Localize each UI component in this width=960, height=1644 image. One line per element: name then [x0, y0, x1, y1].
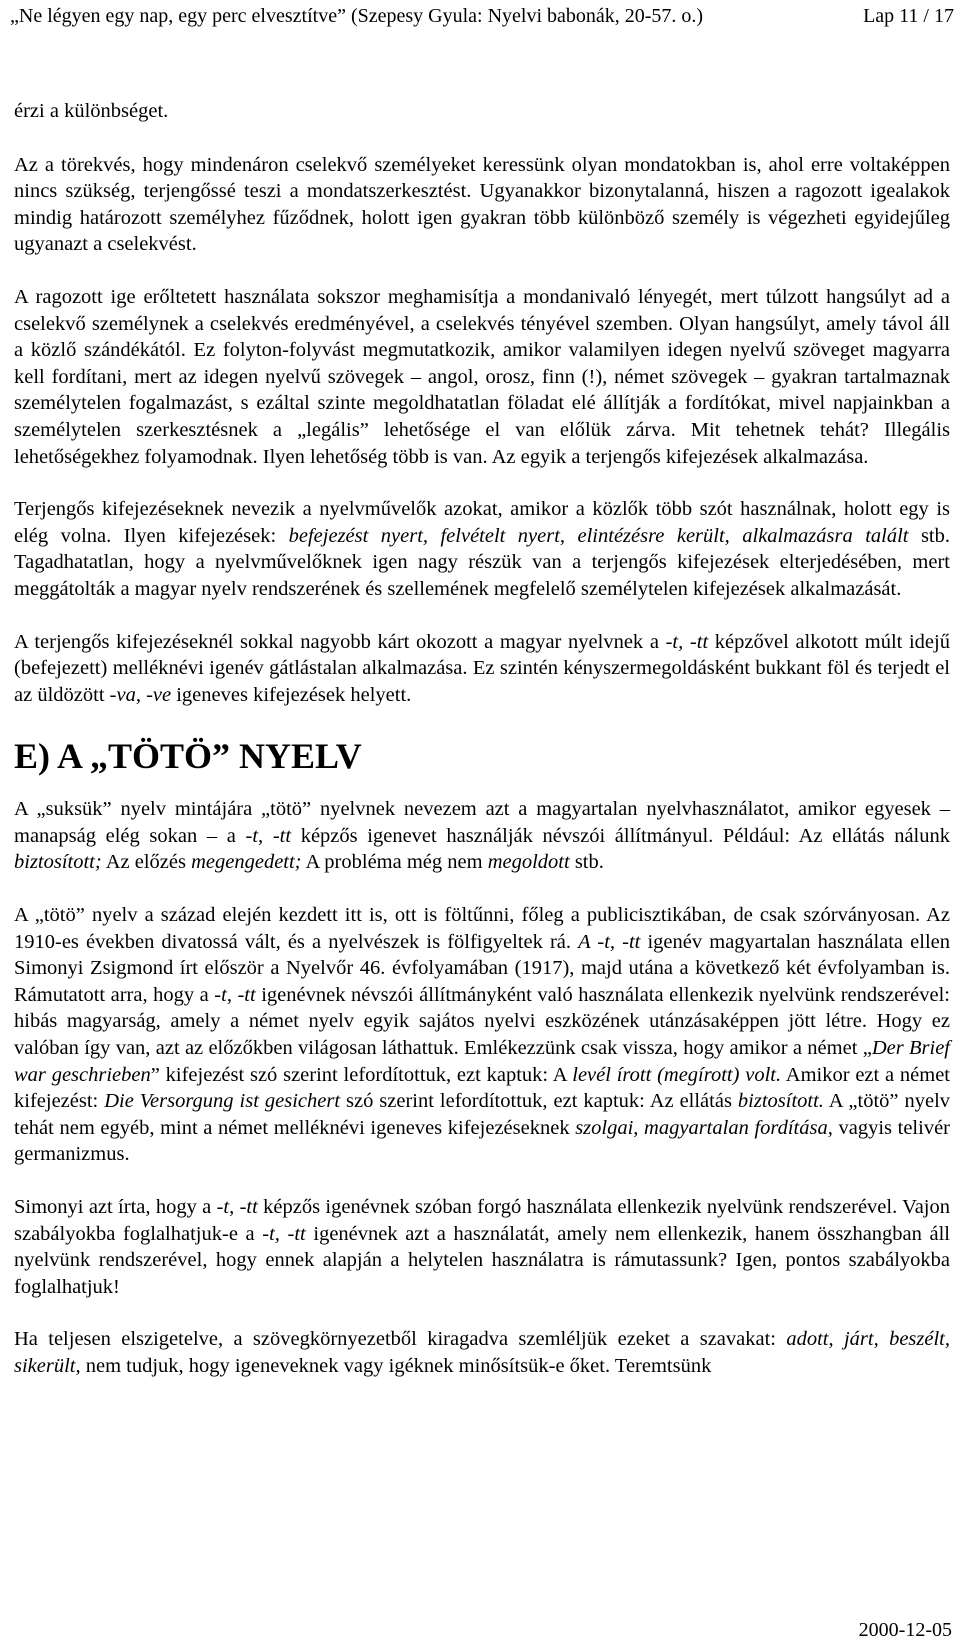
paragraph: Simonyi azt írta, hogy a -t, -tt képzős igenévnek szóban forgó használata ellenkezik nyelvünk rendszerével. Vajon szabályokba foglalhatjuk-e a -t, -tt igenévnek azt a használatát, amely nem ellenkezik, hanem összhangban áll nyelvünk rendszerével, hogy ennek alapján a helytelen használatra is rámutassunk? Igen, pontos szabályokba foglalhatjuk! — [14, 1196, 951, 1298]
document-title: „Ne légyen egy nap, egy perc elvesztítve” (Szepesy Gyula: Nyelvi babonák, 20-57. o.) — [10, 5, 704, 27]
paragraph: Ha teljesen elszigetelve, a szövegkörnyezetből kiragadva szemléljük ezeket a szavakat: adott, járt, beszélt, sikerült, nem tudjuk, hogy igeneveknek vagy igéknek minősítsük-e őket. Teremtsünk — [14, 1328, 950, 1377]
paragraph: A ragozott ige erőltetett használata sokszor meghamisítja a mondanivaló lényegét, mert túlzott hangsúlyt ad a cselekvő személynek a cselekvés eredményével, a cselekvés tényével szemben. Olyan hangsúlyt, amely távol áll a közlő szándékától. Ez folyton-folyvást megmutatkozik, amikor valamilyen idegen nyelvű szöveget magyarra kell fordítani, mert az idegen nyelvű szövegek – angol, orosz, finn (!), német szövegek – gyakran tartalmaznak személytelen fogalmazást, s ezáltal szinte megoldhatatlan föladat elé állítják a fordítókat, mivel napjainkban a személytelen szerkesztésnek a „legális” lehetősége el van előlük zárva. Mit tehetnek tehát? Illegális lehetőségekhez folyamodnak. Ilyen lehetőség több is van. Az egyik a terjengős kifejezések alkalmazása. — [14, 285, 950, 468]
page-footer-date: 2000-12-05 — [858, 1619, 952, 1641]
paragraph: A terjengős kifejezéseknél sokkal nagyobb kárt okozott a magyar nyelvnek a -t, -tt képzővel alkotott múlt idejű (befejezett) melléknévi igenév gátlástalan alkalmazása. Ez szintén kényszermegoldásként bukkant föl és terjedt el az üldözött -va, -ve igeneves kifejezések helyett. — [14, 630, 950, 706]
section-heading: E) A „TÖTÖ” NYELV — [14, 736, 362, 777]
paragraph: Terjengős kifejezéseknek nevezik a nyelvművelők azokat, amikor a közlők több szót használnak, holott egy is elég volna. Ilyen kifejezések: befejezést nyert, felvételt nyert, elintézésre került, alkalmazásra talált stb. Tagadhatatlan, hogy a nyelvművelőknek igen nagy részük van a terjengős kifejezések elterjedésében, mert meggátolták a magyar nyelv rendszerének és szellemének megfelelő személytelen kifejezések alkalmazását. — [14, 498, 950, 600]
paragraph: A „suksük” nyelv mintájára „tötö” nyelvnek nevezem azt a magyartalan nyelvhasználatot, amikor egyesek – manapság elég sokan – a -t, -tt képzős igenevet használják névszói állítmányul. Például: Az ellátás nálunk biztosított; Az előzés megengedett; A probléma még nem megoldott stb. — [14, 798, 950, 874]
document-body — [14, 98, 950, 1406]
paragraph: A „tötö” nyelv a század elején kezdett itt is, ott is föltűnni, főleg a publicisztikában, de csak szórványosan. Az 1910-es években divatossá vált, és a nyelvészek is fölfigyeltek rá. A -t, -tt igenév magyartalan használata ellen Simonyi Zsigmond írt először a Nyelvőr 46. évfolyamában (1917), majd utána a következő két évfolyamban is. Rámutatott arra, hogy a -t, -tt igenévnek névszói állítmányként való használata ellenkezik nyelvünk rendszerével: hibás magyarság, amely a német nyelv egyik sajátos nyelvi eszközének utánzásaképpen jött létre. Hogy ez valóban így van, azt az előzőkben világosan láthattuk. Emlékezzünk csak vissza, hogy amikor a német „Der Brief war geschrieben” kifejezést szó szerint lefordítottuk, ezt kaptuk: A levél írott (megírott) volt. Amikor ezt a német kifejezést: Die Versorgung ist gesichert szó szerint lefordítottuk, ezt kaptuk: Az ellátás biztosított. A „tötö” nyelv tehát nem egyéb, mint a német melléknévi igeneves kifejezéseknek szolgai, magyartalan fordítása, vagyis telivér germanizmus. — [14, 904, 951, 1166]
paragraph: Az a törekvés, hogy mindenáron cselekvő személyeket keressünk olyan mondatokban is, ahol erre voltaképpen nincs szükség, terjengőssé teszi a mondatszerkesztést. Ugyanakkor bizonytalanná, hiszen a ragozott igealakok mindig határozott személyhez fűződnek, holott igen gyakran több különböző személy is végezheti egyidejűleg ugyanazt a cselekvést. — [14, 153, 950, 256]
page-number: Lap 11 / 17 — [863, 5, 954, 27]
paragraph: érzi a különbséget. — [14, 100, 169, 122]
